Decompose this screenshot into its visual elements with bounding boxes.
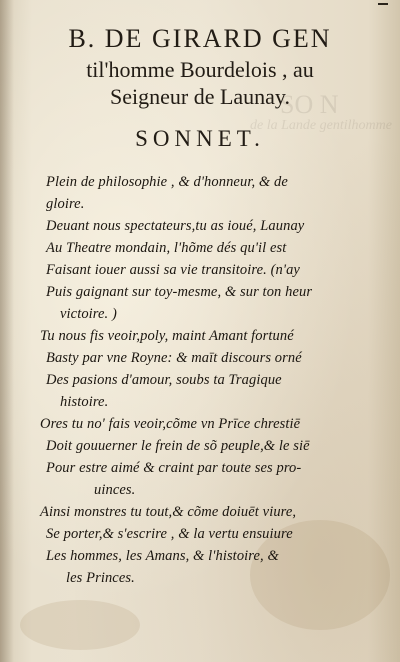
- corner-mark: [378, 3, 388, 5]
- verse-line: Faisant iouer aussi sa vie transitoire. (n'ay: [46, 262, 300, 278]
- page-heading-line-1: B. DE GIRARD GEN: [68, 24, 332, 53]
- page-heading-line-2: til'homme Bourdelois , au: [86, 57, 314, 82]
- verse-line: Au Theatre mondain, l'hõme dés qu'il est: [46, 240, 287, 256]
- verse-line: Ores tu no' fais veoir,cõme vn Prīce chrestiē: [40, 416, 301, 432]
- verse-line: Des pasions d'amour, soubs ta Tragique: [46, 372, 282, 388]
- verse-line: Doit gouuerner le frein de sõ peuple,& le siē: [46, 438, 310, 454]
- show-through-text: SO N: [280, 90, 339, 119]
- verse-line: Puis gaignant sur toy-mesme, & sur ton heur: [46, 284, 313, 300]
- paper-stain: [20, 600, 140, 650]
- verse-line: Basty par vne Royne: & maīt discours orné: [46, 350, 302, 366]
- verse-line: gloire.: [46, 196, 85, 212]
- page-heading-line-3: Seigneur de Launay.: [109, 84, 290, 109]
- sonnet-title: SONNET.: [135, 126, 265, 151]
- verse-line: Les hommes, les Amans, & l'histoire, &: [46, 548, 279, 564]
- verse-line: Deuant nous spectateurs,tu as ioué, Launay: [46, 218, 305, 234]
- verse-line: Se porter,& s'escrire , & la vertu ensuiure: [46, 526, 293, 542]
- verse-line: histoire.: [60, 394, 109, 410]
- show-through-text: de la Lande gentilhomme: [250, 118, 392, 133]
- verse-line: Plein de philosophie , & d'honneur, & de: [46, 174, 288, 190]
- verse-line: uinces.: [94, 482, 136, 498]
- verse-line: Ainsi monstres tu tout,& cõme doiuēt viure,: [40, 504, 297, 520]
- verse-line: Pour estre aimé & craint par toute ses pro-: [46, 460, 302, 476]
- verse-line: victoire. ): [60, 306, 117, 322]
- verse-line: Tu nous fis veoir,poly, maint Amant fortuné: [40, 328, 294, 344]
- verse-line: les Princes.: [66, 570, 135, 586]
